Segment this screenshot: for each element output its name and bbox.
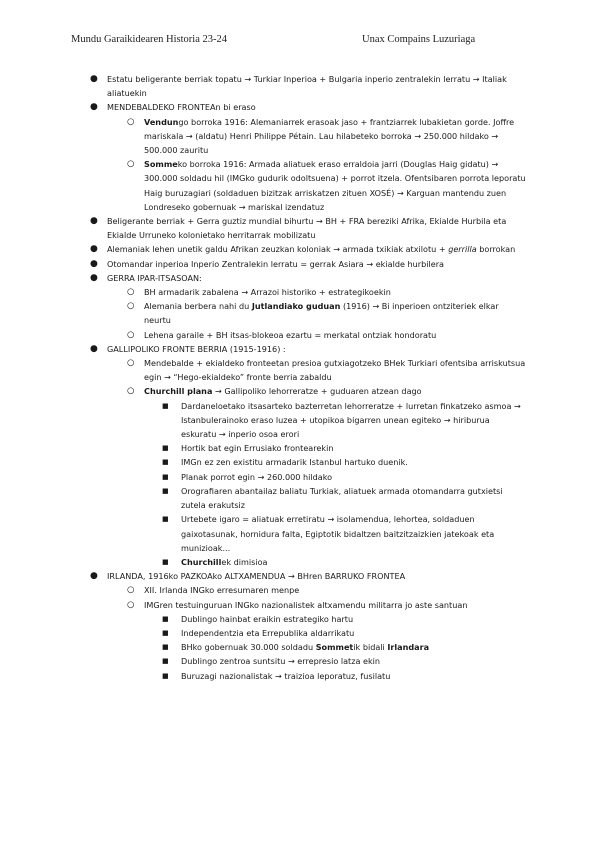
- list-item: ○ Sommeko borroka 1916: Armada aliatuek eraso erraldoia jarri (Douglas Haig gidatu) → 300.000 soldadu hil (IMGko gudurik odoltsuena) + porrot itzela. Ofentsibaren porrota leporatu Haig buruzagiari (soldaduen bizitzak arriskatzen zituen XOSÉ) → Karguan mantendu zuen Londreseko gobernuak → mariskal izendatuz: [127, 159, 526, 212]
- bullet-dot-icon: ●: [90, 244, 98, 255]
- list-item: ● IRLANDA, 1916ko PAZKOAko ALTXAMENDUA → BHren BARRUKO FRONTEA: [0, 569, 527, 583]
- list-item: ■ Dublingo hainbat eraikin estrategiko hartu: [0, 612, 527, 626]
- bullet-square-icon: ■: [162, 657, 169, 666]
- list-item: ■ Orografiaren abantailaz baliatu Turkiak, aliatuek armada otomandarra gutxietsi zutela erakutsiz: [162, 485, 503, 511]
- list-item: ■ Churchillek dimisioa: [0, 555, 527, 569]
- bullet-square-icon: ■: [162, 671, 169, 680]
- list-item: ○ XII. Irlanda INGko erresumaren menpe: [0, 583, 527, 597]
- list-item: ■ Independentzia eta Errepublika aldarrikatu: [0, 626, 527, 640]
- bullet-dot-icon: ●: [90, 258, 98, 269]
- bullet-square-icon: ■: [162, 515, 169, 524]
- bullet-circle-icon: ○: [127, 386, 135, 397]
- list-item: ■ BHko gobernuak 30.000 soldadu Sommetik bidali Irlandara: [0, 640, 527, 654]
- list-item: ● Beligerante berriak + Gerra guztiz mundial bihurtu → BH + FRA bereziki Afrika, Ekialde Hurbila eta Ekialde Urruneko kolonietako herritarrak mobilizatu: [90, 216, 507, 241]
- bullet-square-icon: ■: [162, 401, 169, 410]
- list-item: ● GERRA IPAR-ITSASOAN:: [0, 271, 527, 285]
- bullet-dot-icon: ●: [90, 74, 98, 84]
- bullet-dot-icon: ●: [90, 216, 98, 227]
- list-item: ■ Dardaneloetako itsasarteko bazterretan lehorreratze + lurretan finkatzeko asmoa → Istanbulerainoko eraso luzea + utopikoa bigarren unean egiteko → hiriburua eskuratu → inperio osoa erori: [162, 400, 521, 440]
- list-item: ● Otomandar inperioa Inperio Zentralekin lerratu = gerrak Asiara → ekialde hurbilera: [0, 257, 527, 271]
- bullet-square-icon: ■: [162, 557, 169, 566]
- list-item: ■ Hortik bat egin Errusiako frontearekin: [0, 441, 527, 455]
- bullet-circle-icon: ○: [127, 159, 135, 170]
- bullet-square-icon: ■: [162, 444, 169, 453]
- bullet-circle-icon: ○: [127, 301, 135, 312]
- notes-content: [0, 72, 600, 683]
- bullet-square-icon: ■: [162, 628, 169, 637]
- bullet-circle-icon: ○: [127, 599, 135, 610]
- bullet-circle-icon: ○: [127, 116, 135, 127]
- bullet-dot-icon: ●: [90, 343, 98, 354]
- list-item: ○ BH armadarik zabalena → Arrazoi historiko + estrategikoekin: [0, 285, 527, 299]
- bullet-square-icon: ■: [162, 472, 169, 481]
- bullet-square-icon: ■: [162, 643, 169, 652]
- list-item: ● MENDEBALDEKO FRONTEAn bi eraso: [0, 100, 527, 114]
- bullet-dot-icon: ●: [90, 272, 98, 283]
- bullet-square-icon: ■: [162, 486, 169, 495]
- list-item: ■ Urtebete igaro = aliatuak erretiratu → isolamendua, lehortea, soldaduen gaixotasunak, hornidura falta, Egiptotik bidaltzen baitzitzaizkien jatekoak eta munizioak...: [162, 514, 495, 553]
- list-item: ○ Churchill plana → Gallipoliko lehorreratze + guduaren atzean dago: [0, 384, 527, 398]
- bullet-circle-icon: ○: [127, 585, 135, 596]
- bullet-square-icon: ■: [162, 614, 169, 623]
- list-item: ■ IMGn ez zen existitu armadarik Istanbul hartuko duenik.: [0, 455, 527, 469]
- list-item: ○ Lehena garaile + BH itsas-blokeoa ezartu = merkatal ontziak hondoratu: [0, 328, 527, 342]
- header-author: Unax Compains Luzuriaga: [362, 34, 476, 45]
- list-item: ● Estatu beligerante berriak topatu → Turkiar Inperioa + Bulgaria inperio zentralekin lerratu → Italiak aliatuekin: [90, 74, 507, 99]
- list-item: ○ Alemania berbera nahi du Jutlandiako guduan (1916) → Bi inperioen ontziteriek elkar neurtu: [127, 301, 499, 326]
- list-item: ○ IMGren testuinguruan INGko nazionalistek altxamendu militarra jo aste santuan: [0, 598, 527, 612]
- list-item: ○ Mendebalde + ekialdeko fronteetan presioa gutxiagotzeko BHek Turkiari ofentsiba arriskutsua egin → “Hego-ekialdeko” fronte berria zabaldu: [127, 358, 526, 383]
- bullet-dot-icon: ●: [90, 571, 98, 582]
- list-item: ■ Planak porrot egin → 260.000 hildako: [0, 470, 527, 484]
- list-item: ■ Dublingo zentroa suntsitu → errepresio latza ekin: [0, 654, 527, 668]
- header-title: Mundu Garaikidearen Historia 23-24: [71, 34, 227, 45]
- list-item: ● Alemaniak lehen unetik galdu Afrikan zeuzkan koloniak → armada txikiak atxilotu + gerrilla borrokan: [0, 242, 527, 256]
- bullet-dot-icon: ●: [90, 102, 98, 113]
- bullet-square-icon: ■: [162, 458, 169, 467]
- bullet-circle-icon: ○: [127, 287, 135, 298]
- list-item: ○ Vendungo borroka 1916: Alemaniarrek erasoak jaso + frantziarrek lubakietan gorde. Joffre mariskala → (aldatu) Henri Philippe Pétain. Lau hilabeteko borroka → 250.000 hildako → 500.000 zauritu: [127, 116, 515, 156]
- list-item: ● GALLIPOLIKO FRONTE BERRIA (1915-1916) :: [0, 342, 527, 356]
- bullet-circle-icon: ○: [127, 358, 135, 369]
- bullet-circle-icon: ○: [127, 329, 135, 340]
- list-item: ■ Buruzagi nazionalistak → traizioa leporatuz, fusilatu: [0, 669, 527, 683]
